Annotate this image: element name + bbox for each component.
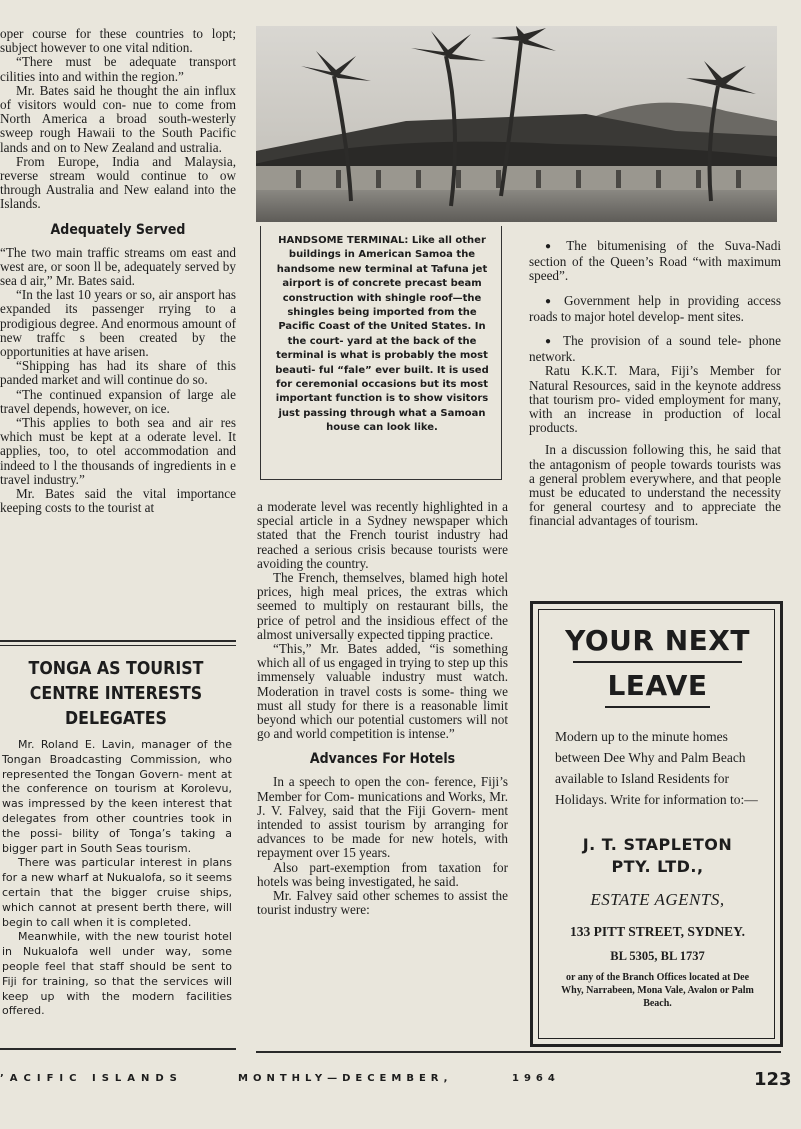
paragraph: Mr. Roland E. Lavin, manager of the Tongan Broadcasting Commission, who represented the Tongan Govern- ment at the conference on tourism at Korolevu, was impressed by the keen interest that delegates from other countries took in the possi- bility of Tonga’s taking a bigger part in South Seas tourism.: [2, 738, 232, 855]
paragraph: Mr. Bates said he thought the ain influx of visitors would con- nue to come from North America a broad south-westerly sweep rough Hawaii to the South Pacific lands and on to New Zealand and ustralia.: [0, 82, 236, 155]
tonga-title-line: DELEGATES: [65, 708, 167, 729]
paragraph: “The continued expansion of large ale travel depends, however, on ice.: [0, 386, 236, 416]
paragraph: oper course for these countries to lopt; subject however to one vital ndition.: [0, 26, 236, 56]
paragraph: In a speech to open the con- ference, Fiji’s Member for Com- munications and Works, Mr. J. V. Falvey, said that the Fiji Govern- ment intended to assist tourism by arranging for advances to be made for new hotels, with repayment over 15 years.: [257, 774, 508, 861]
paragraph: a moderate level was recently highlighted in a special article in a Sydney newspaper which stated that the French tourist industry had reached a serious crisis because tourists were avoiding the country.: [257, 500, 508, 571]
paragraph: Ratu K.K.T. Mara, Fiji’s Member for Natural Resources, said in the keynote address that tourism pro- vided employment for many, with an increase in production of local products.: [529, 363, 781, 436]
ad-headline-1: YOUR NEXT: [565, 624, 750, 657]
paragraph: Meanwhile, with the new tourist hotel in Nukualofa well under way, some people feel that staff should be sent to Fiji for training, so that the services will keep up with the modern facilities offered.: [2, 930, 232, 1018]
footer-month: MONTHLY—DECEMBER,: [238, 1073, 453, 1084]
tonga-article: [0, 656, 232, 1041]
ad-divider: [573, 661, 742, 663]
ad-company-name: J. T. STAPLETON: [582, 835, 733, 854]
bullet-item: ● The bitumenising of the Suva-Nadi section of the Queen’s Road “with maximum speed”.: [529, 239, 781, 284]
paragraph: There was particular interest in plans for a new wharf at Nukualofa, so it seems certain that the bigger cruise ships, which cannot at present berth there, will begin to call when it is completed.: [2, 856, 232, 929]
paragraph: “The two main traffic streams om east and west are, or soon ll be, adequately served by sea d air,” Mr. Bates said.: [0, 244, 236, 289]
ad-body-text: Modern up to the minute homes between Dee Why and Palm Beach available to Island Residents for Holidays. Write for information to:—: [555, 729, 758, 807]
column-right: [529, 239, 781, 589]
bullet-item: ● The provision of a sound tele- phone network.: [529, 334, 781, 364]
ad-divider: [605, 706, 710, 708]
advertisement: [530, 601, 783, 1047]
column-left: [0, 0, 236, 630]
terminal-photo: [256, 26, 777, 222]
page-number: 123: [754, 1069, 792, 1090]
ad-street-address: 133 PITT STREET, SYDNEY.: [570, 924, 745, 939]
footer-year: 1964: [512, 1073, 560, 1084]
paragraph: “This,” Mr. Bates added, “is something which all of us engaged in trying to step up this immensely valuable industry must watch. Moderation in travel costs is some- thing we must all study for there is a reasonable limit beyond which our potential customers will not go and world competition is intense.”: [257, 641, 508, 742]
ad-phone: BL 5305, BL 1737: [610, 949, 705, 963]
footer-magazine-name: ’ACIFIC ISLANDS: [0, 1073, 183, 1084]
divider-tonga-top: [0, 640, 236, 642]
paragraph: Mr. Falvey said other schemes to assist the tourist industry were:: [257, 888, 508, 918]
footer-rule: [256, 1051, 781, 1053]
page-footer: [0, 1065, 801, 1095]
paragraph: Also part-exemption from taxation for hotels was being investigated, he said.: [257, 859, 508, 889]
ad-company-suffix: PTY. LTD.,: [611, 857, 704, 876]
bullet-item: ● Government help in providing access roads to major hotel develop- ment sites.: [529, 294, 781, 324]
ad-branch-offices: or any of the Branch Offices located at Dee Why, Narrabeen, Mona Vale, Avalon or Palm Beach.: [561, 972, 754, 1009]
subheading-advances-for-hotels: Advances For Hotels: [309, 751, 456, 768]
paragraph: “This applies to both sea and air res which must be kept at a oderate level. It applies, too, to otel accommodation and indeed to l the thousands of ingredients in e travel industry.”: [0, 415, 236, 487]
paragraph: From Europe, India and Malaysia, reverse stream would continue to ow through Australia and New ealand into the Islands.: [0, 153, 236, 212]
paragraph: Mr. Bates said the vital importance keeping costs to the tourist at: [0, 486, 236, 516]
paragraph: “Shipping has had its share of this panded market and will continue do so.: [0, 358, 236, 388]
divider-bottom-left: [0, 1048, 236, 1050]
ad-agents: ESTATE AGENTS,: [590, 890, 725, 909]
paragraph: In a discussion following this, he said that the antagonism of people towards tourists was a general problem everywhere, and that people must be educated to understand the necessity for general courtesy and to appreciate the financial advantages of tourism.: [529, 442, 781, 529]
paragraph: The French, themselves, blamed high hotel prices, high meal prices, the extras which seemed to multiply on restaurant bills, the price of petrol and the insidious effect of the almost universally expected tipping practice.: [257, 570, 508, 642]
photo-caption: [260, 226, 502, 480]
tonga-title-line: TONGA AS TOURIST: [28, 658, 204, 679]
caption-text: HANDSOME TERMINAL: Like all other buildings in American Samoa the handsome new terminal at Tafuna jet airport is of concrete precast beam construction with shingle roof—the shingles being imported from the Pacific Coast of the United States. In the court- yard at the back of the terminal is what is probably the most beauti- ful “fale” ever built. It is used for ceremonial occasions but its most important function is to show visitors just passing through what a Samoan house can look like.: [275, 235, 489, 434]
divider-tonga-top-thin: [0, 645, 236, 646]
ad-headline-2: LEAVE: [607, 669, 708, 702]
paragraph: “In the last 10 years or so, air ansport has expanded its passenger rrying to a prodigious degree. And enormous amount of new traffc s been created by the opportunities at have arisen.: [0, 287, 236, 360]
paragraph: “There must be adequate transport cilities into and within the region.”: [0, 54, 236, 84]
column-middle: [257, 500, 508, 1060]
subheading-adequately-served: Adequately Served: [50, 221, 186, 238]
tonga-title-line: CENTRE INTERESTS: [29, 683, 203, 704]
